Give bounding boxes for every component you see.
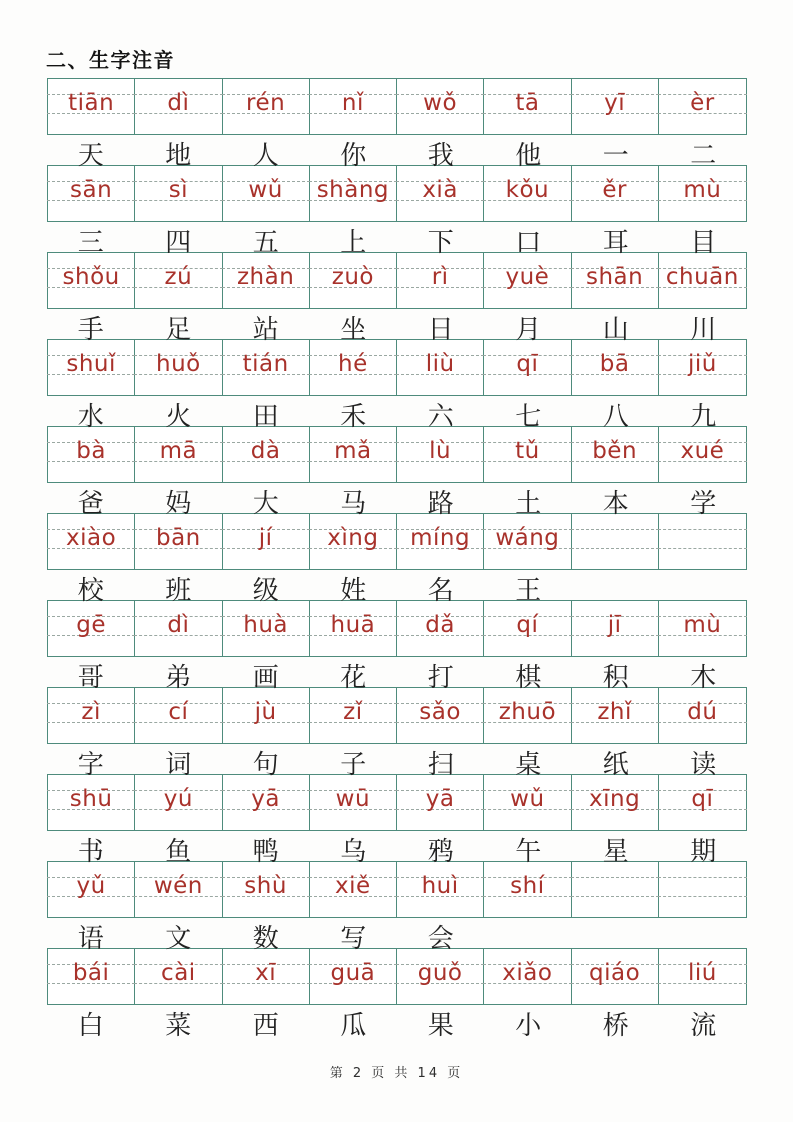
character-text: 坐 <box>340 315 367 345</box>
pinyin-cell <box>310 601 397 656</box>
pinyin-cell <box>310 775 397 830</box>
pinyin-text: wū <box>335 786 371 812</box>
pinyin-cell <box>397 949 484 1004</box>
character-text: 积 <box>602 663 629 693</box>
pinyin-cell <box>223 949 310 1004</box>
pinyin-text: dú <box>687 699 718 725</box>
pinyin-cell <box>572 253 659 308</box>
character-text: 本 <box>602 489 629 519</box>
pinyin-cell <box>397 601 484 656</box>
pinyin-cell <box>659 949 746 1004</box>
pinyin-text: huì <box>421 873 459 899</box>
character-text: 语 <box>77 924 104 954</box>
character-text: 你 <box>340 141 367 171</box>
pinyin-cell <box>310 340 397 395</box>
character-text: 文 <box>165 924 192 954</box>
character-text: 王 <box>515 576 542 606</box>
character-text: 目 <box>690 228 717 258</box>
character-text: 日 <box>427 315 454 345</box>
pinyin-text: qiáo <box>589 960 641 986</box>
character-row <box>47 831 747 867</box>
pinyin-cell <box>135 79 222 134</box>
pinyin-text: yī <box>604 90 626 116</box>
pinyin-text: shǒu <box>62 264 120 290</box>
pinyin-cell <box>310 862 397 917</box>
pinyin-text: xiǎo <box>502 960 553 986</box>
pinyin-cell <box>310 688 397 743</box>
pinyin-cell <box>572 688 659 743</box>
pinyin-text: shān <box>586 264 644 290</box>
character-text: 桌 <box>515 750 542 780</box>
pinyin-cell <box>572 949 659 1004</box>
pinyin-cell <box>572 775 659 830</box>
pinyin-cell <box>572 79 659 134</box>
page-footer: 第 2 页 共 14 页 <box>329 1066 464 1081</box>
pinyin-text: shū <box>69 786 113 812</box>
character-text: 川 <box>690 315 717 345</box>
pinyin-cell <box>484 775 571 830</box>
pinyin-text: chuān <box>665 264 739 290</box>
pinyin-text: kǒu <box>505 177 550 203</box>
pinyin-text: xiě <box>335 873 371 899</box>
character-text: 学 <box>690 489 717 519</box>
character-text: 站 <box>252 315 279 345</box>
pinyin-cell <box>223 862 310 917</box>
character-text: 棋 <box>515 663 542 693</box>
pinyin-row <box>47 513 747 570</box>
pinyin-cell <box>48 427 135 482</box>
pinyin-text: dǎ <box>425 612 455 638</box>
pinyin-text: yā <box>251 786 280 812</box>
pinyin-text: tā <box>515 90 540 116</box>
pinyin-text: wén <box>153 873 203 899</box>
character-text: 木 <box>690 663 717 693</box>
pinyin-cell <box>135 688 222 743</box>
pinyin-text: jù <box>254 699 277 725</box>
character-text: 禾 <box>340 402 367 432</box>
pinyin-cell <box>310 949 397 1004</box>
pinyin-text: zú <box>164 264 193 290</box>
pinyin-cell <box>484 514 571 569</box>
pinyin-cell <box>397 253 484 308</box>
character-text: 词 <box>165 750 192 780</box>
character-row <box>47 744 747 780</box>
character-text: 花 <box>340 663 367 693</box>
pinyin-text: ěr <box>602 177 627 203</box>
pinyin-text: zuò <box>331 264 374 290</box>
character-text: 字 <box>77 750 104 780</box>
pinyin-text <box>572 514 658 569</box>
pinyin-cell <box>484 601 571 656</box>
pinyin-text: qī <box>691 786 714 812</box>
character-text: 手 <box>77 315 104 345</box>
character-text: 爸 <box>77 489 104 519</box>
pinyin-text: huā <box>330 612 376 638</box>
pinyin-row <box>47 339 747 396</box>
character-row <box>47 483 747 519</box>
character-text: 句 <box>252 750 279 780</box>
pinyin-cell <box>572 862 659 917</box>
pinyin-text: mā <box>159 438 198 464</box>
pinyin-text: bā <box>599 351 630 377</box>
pinyin-cell <box>397 775 484 830</box>
pinyin-text: xià <box>422 177 458 203</box>
pinyin-cell <box>659 253 746 308</box>
pinyin-cell <box>659 601 746 656</box>
character-text: 果 <box>427 1011 454 1041</box>
pinyin-cell <box>659 688 746 743</box>
pinyin-cell <box>48 601 135 656</box>
pinyin-cell <box>659 340 746 395</box>
character-text: 名 <box>427 576 454 606</box>
pinyin-text: xīng <box>589 786 641 812</box>
pinyin-cell <box>223 775 310 830</box>
pinyin-text: xiào <box>66 525 117 551</box>
pinyin-cell <box>135 949 222 1004</box>
character-text: 妈 <box>165 489 192 519</box>
pinyin-cell <box>572 427 659 482</box>
pinyin-text: huà <box>243 612 288 638</box>
pinyin-cell <box>572 514 659 569</box>
pinyin-cell <box>48 253 135 308</box>
character-text: 三 <box>77 228 104 258</box>
pinyin-cell <box>310 79 397 134</box>
pinyin-cell <box>397 340 484 395</box>
pinyin-cell <box>135 427 222 482</box>
character-text: 天 <box>77 141 104 171</box>
pinyin-cell <box>48 949 135 1004</box>
character-text: 田 <box>252 402 279 432</box>
pinyin-cell <box>397 79 484 134</box>
pinyin-text: lù <box>429 438 452 464</box>
pinyin-cell <box>223 688 310 743</box>
pinyin-row <box>47 774 747 831</box>
character-text: 姓 <box>340 576 367 606</box>
pinyin-text: tiān <box>68 90 115 116</box>
character-text: 书 <box>77 837 104 867</box>
character-text: 上 <box>340 228 367 258</box>
pinyin-text: wǒ <box>423 90 458 116</box>
character-text: 菜 <box>165 1011 192 1041</box>
pinyin-cell <box>484 949 571 1004</box>
pinyin-text: shí <box>510 873 545 899</box>
pinyin-text: xué <box>680 438 725 464</box>
pinyin-cell <box>135 166 222 221</box>
pinyin-text: míng <box>410 525 471 551</box>
pinyin-text: bān <box>155 525 201 551</box>
pinyin-cell <box>135 775 222 830</box>
pinyin-row <box>47 861 747 918</box>
pinyin-row <box>47 252 747 309</box>
pinyin-cell <box>48 166 135 221</box>
pinyin-text: tǔ <box>515 438 540 464</box>
character-text: 星 <box>602 837 629 867</box>
pinyin-row <box>47 165 747 222</box>
pinyin-cell <box>397 862 484 917</box>
pinyin-text: rì <box>431 264 449 290</box>
pinyin-cell <box>223 340 310 395</box>
pinyin-text: guā <box>330 960 376 986</box>
character-text: 耳 <box>602 228 629 258</box>
pinyin-text: yú <box>163 786 193 812</box>
pinyin-row <box>47 948 747 1005</box>
pinyin-text: yā <box>425 786 455 812</box>
character-text: 白 <box>77 1011 104 1041</box>
pinyin-cell <box>48 514 135 569</box>
character-text: 八 <box>602 402 629 432</box>
character-text: 水 <box>77 402 104 432</box>
character-row <box>47 135 747 171</box>
pinyin-cell <box>223 514 310 569</box>
pinyin-cell <box>48 340 135 395</box>
pinyin-text: mù <box>683 177 722 203</box>
character-text: 土 <box>515 489 542 519</box>
pinyin-text: bà <box>76 438 106 464</box>
pinyin-text: wáng <box>495 525 560 551</box>
character-row <box>47 222 747 258</box>
character-text: 鸦 <box>427 837 454 867</box>
character-text: 子 <box>340 750 367 780</box>
pinyin-text: guǒ <box>417 960 463 986</box>
character-text: 山 <box>602 315 629 345</box>
character-text: 乌 <box>340 837 367 867</box>
pinyin-cell <box>484 427 571 482</box>
character-text: 会 <box>427 924 454 954</box>
pinyin-text: gē <box>76 612 106 638</box>
pinyin-text: dì <box>167 90 190 116</box>
pinyin-cell <box>48 79 135 134</box>
character-text: 弟 <box>165 663 192 693</box>
character-text: 下 <box>427 228 454 258</box>
pinyin-text: èr <box>690 90 715 116</box>
character-text: 一 <box>602 141 629 171</box>
pinyin-cell <box>310 427 397 482</box>
pinyin-text: zǐ <box>343 699 363 725</box>
character-text: 我 <box>427 141 454 171</box>
pinyin-text: xī <box>255 960 277 986</box>
character-text: 画 <box>252 663 279 693</box>
pinyin-text: tián <box>242 351 289 377</box>
character-text: 期 <box>690 837 717 867</box>
pinyin-cell <box>484 862 571 917</box>
pinyin-cell <box>397 688 484 743</box>
pinyin-text: huǒ <box>156 351 201 377</box>
pinyin-text: běn <box>592 438 638 464</box>
character-text: 桥 <box>602 1011 629 1041</box>
character-row <box>47 1005 747 1041</box>
pinyin-text: yuè <box>505 264 550 290</box>
pinyin-cell <box>310 253 397 308</box>
character-text: 小 <box>515 1011 542 1041</box>
character-text: 六 <box>427 402 454 432</box>
character-text: 打 <box>427 663 454 693</box>
pinyin-text: bái <box>72 960 110 986</box>
pinyin-cell <box>135 514 222 569</box>
pinyin-text: shuǐ <box>66 351 116 377</box>
character-text: 班 <box>165 576 192 606</box>
pinyin-text <box>572 862 658 917</box>
pinyin-text: rén <box>246 90 286 116</box>
pinyin-cell <box>659 775 746 830</box>
pinyin-cell <box>484 253 571 308</box>
pinyin-text: sì <box>168 177 189 203</box>
pinyin-cell <box>135 253 222 308</box>
pinyin-cell <box>397 514 484 569</box>
character-text: 他 <box>515 141 542 171</box>
pinyin-text: qí <box>516 612 539 638</box>
pinyin-text: jī <box>607 612 622 638</box>
pinyin-text: mǎ <box>334 438 372 464</box>
pinyin-row <box>47 426 747 483</box>
pinyin-text: xìng <box>327 525 379 551</box>
pinyin-cell <box>659 514 746 569</box>
pinyin-row <box>47 600 747 657</box>
pinyin-cell <box>659 427 746 482</box>
pinyin-cell <box>310 514 397 569</box>
pinyin-cell <box>484 688 571 743</box>
pinyin-cell <box>484 79 571 134</box>
pinyin-cell <box>223 79 310 134</box>
character-text: 扫 <box>427 750 454 780</box>
pinyin-cell <box>659 862 746 917</box>
character-text: 二 <box>690 141 717 171</box>
character-text: 七 <box>515 402 542 432</box>
pinyin-text: wǔ <box>510 786 545 812</box>
pinyin-cell <box>223 166 310 221</box>
pinyin-cell <box>659 166 746 221</box>
character-text: 口 <box>515 228 542 258</box>
pinyin-cell <box>659 79 746 134</box>
pinyin-text: zhàn <box>236 264 295 290</box>
character-row <box>47 570 747 606</box>
character-row <box>47 918 747 954</box>
pinyin-text: shù <box>244 873 287 899</box>
character-text: 鸭 <box>252 837 279 867</box>
character-text: 午 <box>515 837 542 867</box>
character-text: 西 <box>252 1011 279 1041</box>
pinyin-text: sǎo <box>419 699 461 725</box>
pinyin-text: dà <box>250 438 281 464</box>
character-row <box>47 657 747 693</box>
pinyin-cell <box>223 253 310 308</box>
character-text: 大 <box>252 489 279 519</box>
pinyin-cell <box>572 166 659 221</box>
pinyin-text: mù <box>683 612 722 638</box>
pinyin-cell <box>48 775 135 830</box>
pinyin-text: dì <box>167 612 190 638</box>
pinyin-text: zhǐ <box>597 699 632 725</box>
pinyin-text: liù <box>425 351 455 377</box>
pinyin-text: qī <box>516 351 539 377</box>
character-text: 级 <box>252 576 279 606</box>
character-text: 读 <box>690 750 717 780</box>
pinyin-text: wǔ <box>248 177 283 203</box>
pinyin-text: hé <box>338 351 368 377</box>
character-text: 人 <box>252 141 279 171</box>
pinyin-cell <box>135 340 222 395</box>
character-text: 九 <box>690 402 717 432</box>
pinyin-text: cí <box>168 699 189 725</box>
pinyin-table <box>47 78 747 1041</box>
pinyin-cell <box>572 340 659 395</box>
pinyin-text: yǔ <box>76 873 106 899</box>
pinyin-text: zì <box>81 699 101 725</box>
pinyin-text: cài <box>161 960 196 986</box>
pinyin-text <box>659 514 746 569</box>
character-text: 流 <box>690 1011 717 1041</box>
pinyin-text: liú <box>687 960 717 986</box>
pinyin-cell <box>223 601 310 656</box>
pinyin-cell <box>135 862 222 917</box>
page-title: 二、生字注音 <box>46 48 175 72</box>
pinyin-cell <box>484 340 571 395</box>
character-text: 数 <box>252 924 279 954</box>
character-text: 鱼 <box>165 837 192 867</box>
pinyin-cell <box>48 862 135 917</box>
character-text: 校 <box>77 576 104 606</box>
pinyin-text: nǐ <box>341 90 364 116</box>
pinyin-text: jí <box>258 525 273 551</box>
pinyin-cell <box>223 427 310 482</box>
character-text: 纸 <box>602 750 629 780</box>
character-row <box>47 396 747 432</box>
character-text: 写 <box>340 924 367 954</box>
character-text: 瓜 <box>340 1011 367 1041</box>
character-text: 四 <box>165 228 192 258</box>
pinyin-cell <box>572 601 659 656</box>
character-text: 地 <box>165 141 192 171</box>
pinyin-text <box>659 862 746 917</box>
character-text: 路 <box>427 489 454 519</box>
pinyin-row <box>47 78 747 135</box>
pinyin-text: jiǔ <box>687 351 717 377</box>
pinyin-cell <box>484 166 571 221</box>
pinyin-text: sān <box>70 177 113 203</box>
pinyin-text: zhuō <box>498 699 557 725</box>
character-text: 马 <box>340 489 367 519</box>
pinyin-cell <box>135 601 222 656</box>
character-text: 五 <box>252 228 279 258</box>
character-text: 足 <box>165 315 192 345</box>
character-text: 月 <box>515 315 542 345</box>
pinyin-text: shàng <box>316 177 390 203</box>
character-text: 火 <box>165 402 192 432</box>
character-text: 哥 <box>77 663 104 693</box>
pinyin-cell <box>397 166 484 221</box>
pinyin-row <box>47 687 747 744</box>
pinyin-cell <box>48 688 135 743</box>
pinyin-cell <box>397 427 484 482</box>
character-row <box>47 309 747 345</box>
pinyin-cell <box>310 166 397 221</box>
